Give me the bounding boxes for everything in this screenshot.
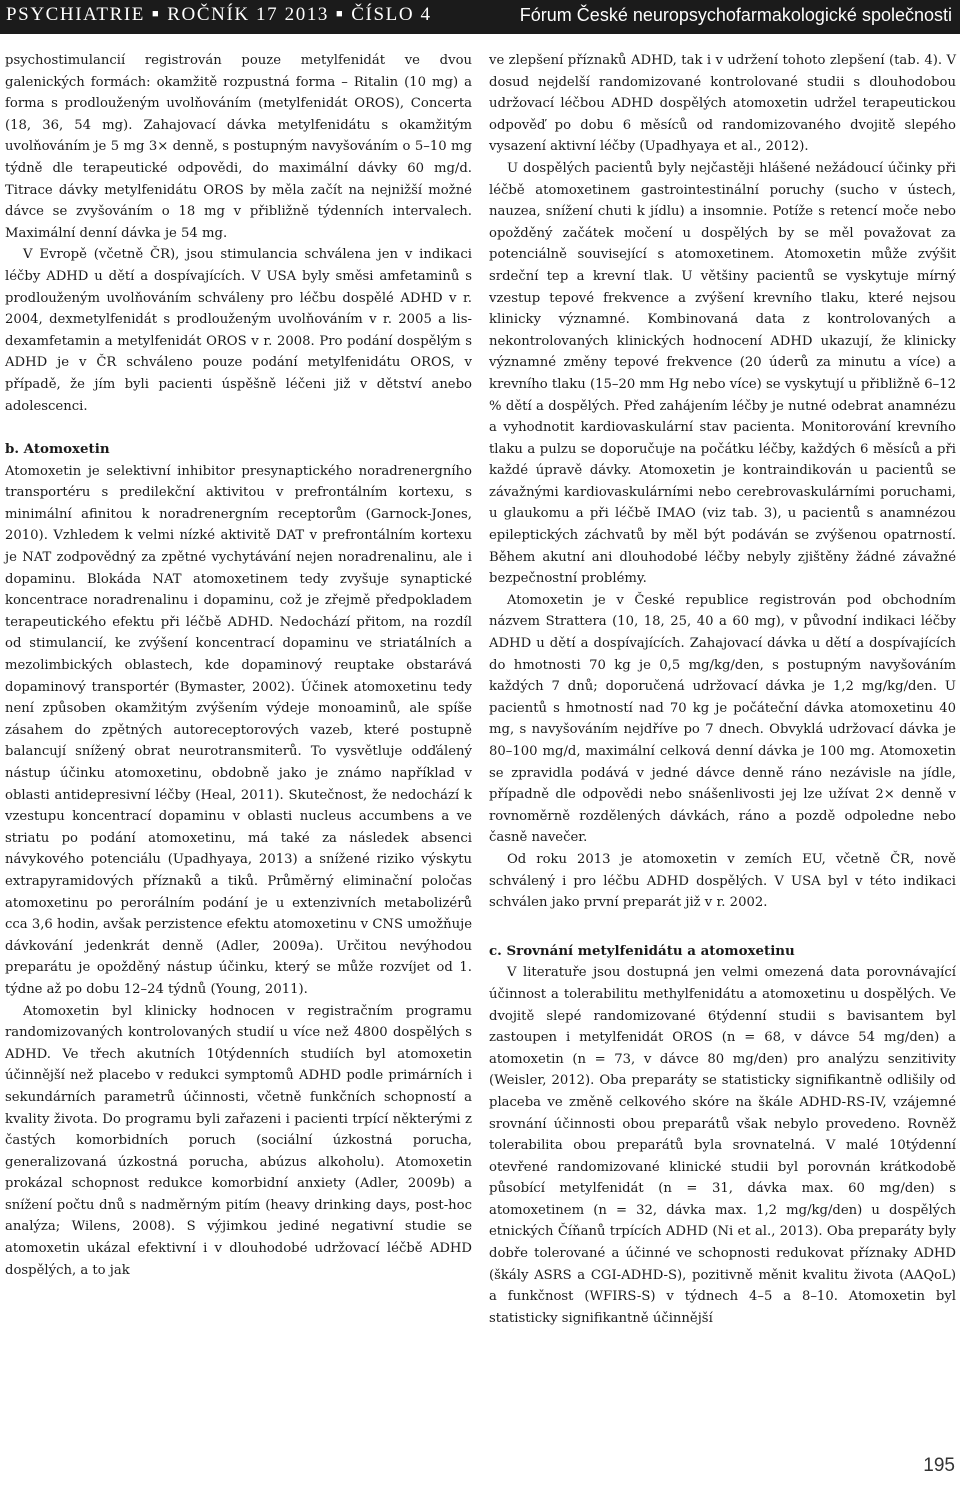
journal-name: PSYCHIATRIE [6,4,146,25]
page-header [0,0,960,34]
volume: ROČNÍK 17 [167,4,279,25]
section-heading-b: b. Atomoxetin [5,441,110,458]
forum-title: Fórum České neuropsychofarmakologické společnosti [519,5,952,25]
issue: ČÍSLO 4 [351,4,432,25]
page-number: 195 [923,1455,955,1476]
right-column [489,50,956,1329]
separator-square-icon: ■ [152,8,161,20]
paragraph: Atomoxetin je selektivní inhibitor presynaptického noradrenergního transportéru s predilekční aktivitou v prefrontálním kortexu, s minimální afinitou k noradrenergním receptorům (Garnock-Jones, 2010). Vzhledem k velmi nízké aktivitě DAT v prefrontálním kortexu je NAT zodpovědný za zpětné vychytávání nejen noradrenalinu, ale i dopaminu. Blokáda NAT atomoxetinem tedy zvyšuje synaptické koncentrace noradrenalinu i dopaminu, což je zřejmě předpokladem terapeutického efektu při léčbě ADHD. Nedochází přitom, na rozdíl od stimulancií, ke zvýšení koncentrací dopaminu ve striatálních a mezolimbických oblastech, kde dopaminový reuptake obstarává dopaminový transportér (Bymaster, 2002). Účinek atomoxetinu tedy není způsoben okamžitým zvýšením výdeje monoaminů, ale spíše zásahem do zpětných autoreceptorových vazeb, které postupně balancují snížený obrat neurotransmiterů. To vysvětluje odďálený nástup účinku atomoxetinu, obdobně jako je známo například v oblasti antidepresivní léčby (Heal, 2011). Skutečnost, že nedochází k vzestupu koncentrací dopaminu v oblasti nucleus accumbens a ve striatu po podání atomoxetinu, má také za následek absenci návykového potenciálu (Upadhyaya, 2013) a snížené riziko výskytu extrapyramidových příznaků a tiků. Průměrný eliminační poločas atomoxetinu po perorálním podání je u extenzivních metabolizérů cca 3,6 hodin, avšak perzistence efektu atomoxetinu v CNS umožňuje dávkování jedenkrát denně (Adler, 2009a). Určitou nevýhodou preparátu je opožděný nástup účinku, který se může rozvíjet od 1. týdne až po dobu 12–24 týdnů (Young, 2011). [5,463,472,997]
paragraph: Atomoxetin byl klinicky hodnocen v registračním programu randomizovaných kontrolovaných studií u více než 4800 dospělých s ADHD. Ve třech akutních 10týdenních studiích byl atomoxetin účinnější než placebo v redukci symptomů ADHD podle primárních i sekundárních parametrů účinnosti, včetně funkčních schopností a kvality života. Do programu byli zařazeni i pacienti trpící některými z častých komorbidních poruch (sociální úzkostná porucha, generalizovaná úzkostná porucha, abúzus alkoholu). Atomoxetin prokázal schopnost redukce komorbidní anxiety (Adler, 2009b) a snížení počtu dnů s nadměrným pitím (heavy drinking days, post-hoc analýza; Wilens, 2008). S výjimkou jediné negativní studie se atomoxetin ukázal efektivní i v dlouhodobé udržovací léčbě ADHD dospělých, a to jak [5,1003,472,1278]
paragraph: V Evropě (včetně ČR), jsou stimulancia schválena jen v indikaci léčby ADHD u dětí a dospívajících. V USA byly směsi amfetaminů s prodlouženým uvolňováním schváleny pro léčbu dospělé ADHD v r. 2004, dexmetylfenidát s prodlouženým uvolňováním v r. 2005 a lis-dexamfetamin a metylfenidát OROS v r. 2008. Pro podání dospělým s ADHD je v ČR schváleno pouze podání metylfenidátu OROS, v případě, že jím byli pacienti úspěšně léčeni již v dětství anebo adolescenci. [5,247,472,414]
paragraph: Atomoxetin je v České republice registrován pod obchodním názvem Strattera (10, 18, 25, 40 a 60 mg), v původní indikaci léčby ADHD u dětí a dospívajících. Zahajovací dávka u dětí a dospívajících do hmotnosti 70 kg je 0,5 mg/kg/den, s postupným navyšováním každých 7 dnů; doporučená udržovací dávka je 1,2 mg/kg/den. U pacientů s hmotností nad 70 kg je počáteční dávka atomoxetinu 40 mg, s navyšováním nejdříve po 7 dnech. Obvyklá udržovací dávka je 80–100 mg/d, maximální celková denní dávka je 100 mg. Atomoxetin se zpravidla podává v jedné dávce denně ráno nezávisle na jídle, případně dle odpovědi nebo snášenlivosti jej lze užívat 2× denně v rovnoměrně rozdělených dávkách, ráno a pozdě odpoledne nebo časně navečer. [489,592,956,846]
journal-info [6,4,432,26]
paragraph: Od roku 2013 je atomoxetin v zemích EU, včetně ČR, nově schválený i pro léčbu ADHD dospělých. V USA byl v této indikaci schválen jako první preparát již v r. 2002. [489,851,956,911]
paragraph: U dospělých pacientů byly nejčastěji hlášené nežádoucí účinky při léčbě atomoxetinem gastrointestinální poruchy (sucho v ústech, nauzea, snížení chuti k jídlu) a insomnie. Potíže s retencí moče nebo opožděný začátek močení u dospělých by se měl považovat za potenciálně související s atomoxetinem. Atomoxetin může zvýšit srdeční tep a krevní tlak. U většiny pacientů se vyskytuje mírný vzestup tepové frekvence a zvýšení krevního tlaku, které nejsou klinicky významné. Kombinovaná data z kontrolovaných a nekontrolovaných klinických hodnocení ADHD ukazují, že klinicky významné změny tepové frekvence (20 úderů za minutu a více) a krevního tlaku (15–20 mm Hg nebo více) se vyskytují u přibližně 6–12 % dětí a dospělých. Před zahájením léčby je nutné odebrat anamnézu a vyhodnotit kardiovaskulární stav pacienta. Monitorování krevního tlaku a pulzu se doporučuje na počátku léčby, každých 6 měsíců a při každé úpravě dávky. Atomoxetin je kontraindikován u pacientů se závažnými kardiovaskulárními nebo cerebrovaskulárními poruchami, u glaukomu a při léčbě IMAO (viz tab. 3), u pacientů s anamnézou epileptických záchvatů by měl být podáván se zvýšenou opatrností. Během akutní ani dlouhodobé léčby nebyly zjištěny žádné závažné bezpečnostní problémy. [489,160,956,587]
paragraph: V literatuře jsou dostupná jen velmi omezená data porovnávající účinnost a tolerabilitu methylfenidátu a atomoxetinu u dospělých. Ve dvojitě slepé randomizované 6týdenní studii s bavisantem byl zastoupen i metylfenidát OROS (n = 68, v dávce 54 mg/den) a atomoxetin (n = 73, v dávce 80 mg/den) pro analýzu senzitivity (Weisler, 2012). Oba preparáty se statisticky signifikantně odlišily od placeba ve změně celkového skóre na škále ADHD-RS-IV, vzájemné srovnání účinnosti obou preparátů však nebylo provedeno. Rovněž tolerabilita obou preparátů byla srovnatelná. V malé 10týdenní otevřené randomizované klinické studii byl porovnán krátkodobě působící metylfenidát (n = 31, dávka max. 60 mg/den) s atomoxetinem (n = 32, dávka max. 1,2 mg/kg/den) u dospělých etnických Číňanů trpících ADHD (Ni et al., 2013). Oba preparáty byly dobře tolerované a účinné ve schopnosti redukovat příznaky ADHD (škály ASRS a CGI-ADHD-S), pozitivně měnit kvalitu života (AAQoL) a funkčnost (WFIRS-S) v týdnech 4–5 a 8–10. Atomoxetin byl statisticky signifikantně účinnější [489,965,956,1326]
paragraph: ve zlepšení příznaků ADHD, tak i v udržení tohoto zlepšení (tab. 4). V dosud nejdelší randomizované kontrolované studii s dlouhodobou udržovací léčbou ADHD dospělých atomoxetin udržel terapeutickou odpověď po dobu 6 měsíců od randomizovaného dvojitě slepého vysazení aktivní léčby (Upadhyaya et al., 2012). [489,53,956,155]
section-heading-c: c. Srovnání metylfenidátu a atomoxetinu [489,942,795,959]
left-column [5,50,472,1281]
year: 2013 [284,4,330,25]
paragraph: psychostimulancií registrován pouze metylfenidát ve dvou galenických formách: okamžitě rozpustná forma – Ritalin (10 mg) a forma s prodlouženým uvolňováním (metylfenidát OROS), Concerta (18, 36, 54 mg). Zahajovací dávka metylfenidátu s okamžitým uvolňováním je 5 mg 3× denně, s postupným navyšováním o 5–10 mg týdně dle terapeutické odpovědi, do maximální dávky 60 mg/d. Titrace dávky metylfenidátu OROS by měla začít na nejnižší možné dávce se zvyšováním o 18 mg v přibližně týdenních intervalech. Maximální denní dávka je 54 mg. [5,53,472,241]
separator-square-icon: ■ [336,8,345,20]
